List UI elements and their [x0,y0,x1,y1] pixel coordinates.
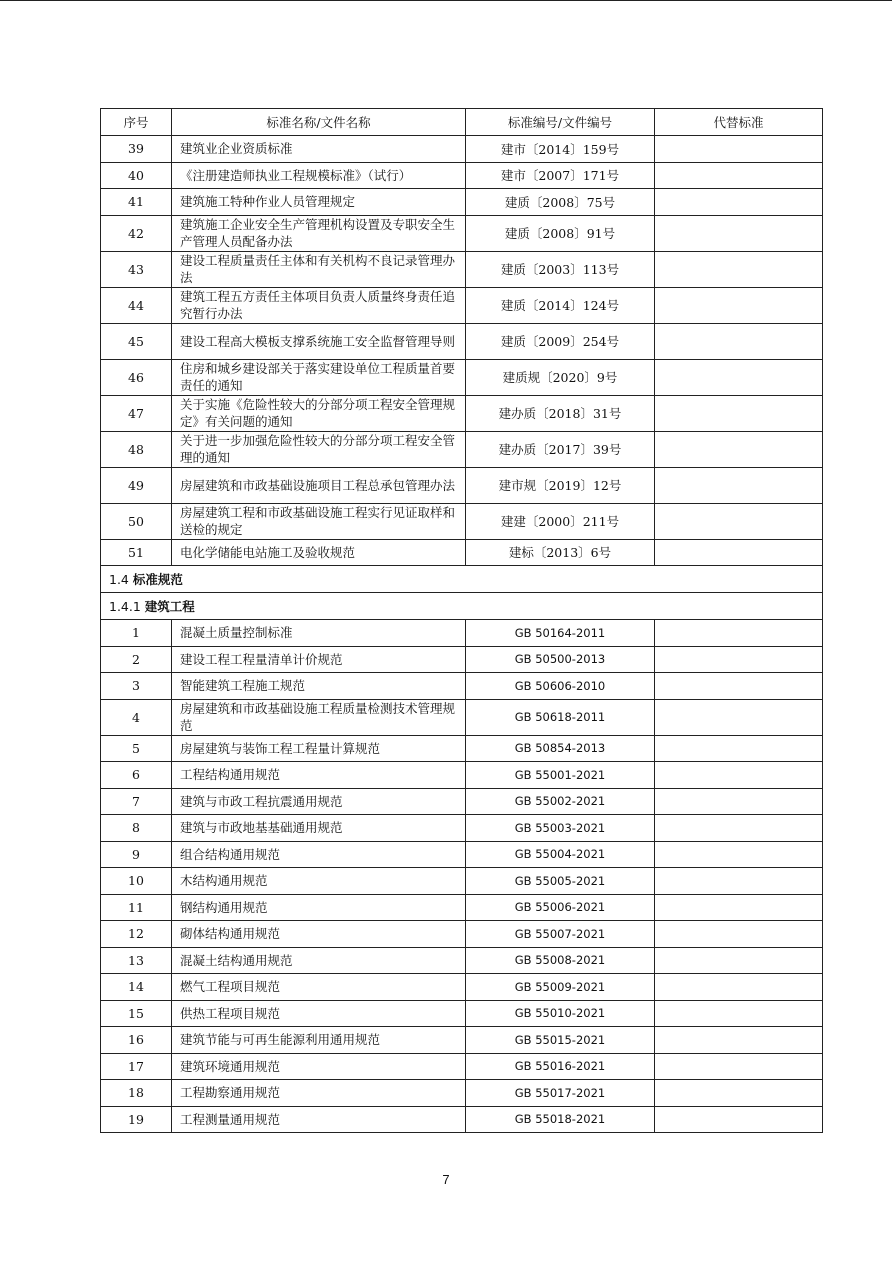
table-row [101,699,823,735]
row-replaces [655,1106,823,1133]
row-name: 建筑施工特种作业人员管理规定 [172,189,466,216]
row-name: 建筑环境通用规范 [172,1053,466,1080]
row-replaces [655,467,823,503]
table-row [101,815,823,842]
row-replaces [655,841,823,868]
row-replaces [655,673,823,700]
row-replaces [655,620,823,647]
row-name: 燃气工程项目规范 [172,974,466,1001]
row-code: GB 50164-2011 [466,620,655,647]
row-number: 1 [101,620,172,647]
table-row [101,788,823,815]
row-replaces [655,189,823,216]
row-replaces [655,323,823,359]
table-row [101,1053,823,1080]
row-name: 建设工程质量责任主体和有关机构不良记录管理办法 [172,251,466,287]
row-name: 建筑业企业资质标准 [172,136,466,163]
row-number: 4 [101,699,172,735]
section-row [101,593,823,620]
row-number: 3 [101,673,172,700]
row-number: 2 [101,646,172,673]
table-row [101,359,823,395]
row-code: GB 50606-2010 [466,673,655,700]
row-replaces [655,788,823,815]
row-name: 《注册建造师执业工程规模标准》（试行） [172,162,466,189]
row-replaces [655,395,823,431]
row-number: 46 [101,359,172,395]
row-replaces [655,735,823,762]
row-number: 7 [101,788,172,815]
row-name: 建设工程工程量清单计价规范 [172,646,466,673]
row-number: 42 [101,215,172,251]
row-code: 建标〔2013〕6号 [466,539,655,566]
row-code: GB 55002-2021 [466,788,655,815]
table-row [101,735,823,762]
row-code: GB 55016-2021 [466,1053,655,1080]
row-number: 11 [101,894,172,921]
row-number: 10 [101,868,172,895]
row-code: GB 55003-2021 [466,815,655,842]
row-number: 47 [101,395,172,431]
row-name: 工程结构通用规范 [172,762,466,789]
row-replaces [655,1000,823,1027]
table-row [101,503,823,539]
row-code: GB 55010-2021 [466,1000,655,1027]
row-name: 关于进一步加强危险性较大的分部分项工程安全管理的通知 [172,431,466,467]
section-title: 标准规范 [132,572,183,587]
row-replaces [655,894,823,921]
row-number: 18 [101,1080,172,1107]
table-row [101,762,823,789]
row-code: 建市〔2014〕159号 [466,136,655,163]
row-number: 19 [101,1106,172,1133]
section-number: 1.4.1 [109,599,141,614]
row-number: 51 [101,539,172,566]
row-name: 砌体结构通用规范 [172,921,466,948]
row-code: 建市规〔2019〕12号 [466,467,655,503]
row-code: GB 55006-2021 [466,894,655,921]
row-code: GB 55005-2021 [466,868,655,895]
row-replaces [655,215,823,251]
row-name: 供热工程项目规范 [172,1000,466,1027]
table-row [101,136,823,163]
row-replaces [655,1080,823,1107]
section-heading-1-4-1 [101,593,823,620]
row-number: 8 [101,815,172,842]
row-replaces [655,287,823,323]
row-number: 17 [101,1053,172,1080]
section-title: 建筑工程 [144,599,195,614]
header-replace: 代替标准 [655,109,823,136]
table-row [101,620,823,647]
table-row [101,947,823,974]
row-replaces [655,136,823,163]
row-name: 混凝土质量控制标准 [172,620,466,647]
row-name: 建筑与市政地基基础通用规范 [172,815,466,842]
row-name: 工程测量通用规范 [172,1106,466,1133]
row-code: 建质〔2008〕91号 [466,215,655,251]
row-number: 9 [101,841,172,868]
row-replaces [655,974,823,1001]
row-code: 建市〔2007〕171号 [466,162,655,189]
top-border-line [0,0,892,1]
row-code: GB 55009-2021 [466,974,655,1001]
row-code: GB 55018-2021 [466,1106,655,1133]
header-code: 标准编号/文件编号 [466,109,655,136]
row-number: 15 [101,1000,172,1027]
row-code: GB 50500-2013 [466,646,655,673]
row-code: 建质〔2003〕113号 [466,251,655,287]
section-rows [101,566,823,620]
row-code: 建办质〔2017〕39号 [466,431,655,467]
table-row [101,868,823,895]
row-name: 房屋建筑与装饰工程工程量计算规范 [172,735,466,762]
table-row [101,1106,823,1133]
row-number: 43 [101,251,172,287]
row-name: 木结构通用规范 [172,868,466,895]
table-row [101,395,823,431]
row-name: 建设工程高大模板支撑系统施工安全监督管理导则 [172,323,466,359]
row-replaces [655,947,823,974]
section-heading-1-4 [101,566,823,593]
row-code: 建质〔2009〕254号 [466,323,655,359]
document-rows [101,136,823,566]
row-number: 14 [101,974,172,1001]
row-name: 房屋建筑和市政基础设施工程质量检测技术管理规范 [172,699,466,735]
row-number: 45 [101,323,172,359]
row-code: GB 50618-2011 [466,699,655,735]
row-number: 12 [101,921,172,948]
row-code: GB 55017-2021 [466,1080,655,1107]
row-name: 建筑施工企业安全生产管理机构设置及专职安全生产管理人员配备办法 [172,215,466,251]
row-replaces [655,1053,823,1080]
row-code: GB 55001-2021 [466,762,655,789]
table-row [101,894,823,921]
table-header-row [101,109,823,136]
row-name: 关于实施《危险性较大的分部分项工程安全管理规定》有关问题的通知 [172,395,466,431]
row-code: 建质规〔2020〕9号 [466,359,655,395]
row-code: 建质〔2008〕75号 [466,189,655,216]
row-number: 44 [101,287,172,323]
row-code: 建办质〔2018〕31号 [466,395,655,431]
table-row [101,323,823,359]
row-replaces [655,359,823,395]
row-replaces [655,868,823,895]
row-name: 工程勘察通用规范 [172,1080,466,1107]
row-name: 混凝土结构通用规范 [172,947,466,974]
row-replaces [655,921,823,948]
row-name: 建筑与市政工程抗震通用规范 [172,788,466,815]
row-code: GB 55007-2021 [466,921,655,948]
row-replaces [655,815,823,842]
row-code: GB 55015-2021 [466,1027,655,1054]
table-row [101,841,823,868]
row-name: 电化学储能电站施工及验收规范 [172,539,466,566]
table-row [101,646,823,673]
standard-rows [101,620,823,1133]
row-name: 住房和城乡建设部关于落实建设单位工程质量首要责任的通知 [172,359,466,395]
section-row [101,566,823,593]
row-replaces [655,1027,823,1054]
table-row [101,673,823,700]
row-name: 建筑节能与可再生能源利用通用规范 [172,1027,466,1054]
row-name: 钢结构通用规范 [172,894,466,921]
header-name: 标准名称/文件名称 [172,109,466,136]
row-replaces [655,251,823,287]
row-number: 49 [101,467,172,503]
row-replaces [655,699,823,735]
row-name: 智能建筑工程施工规范 [172,673,466,700]
header-no: 序号 [101,109,172,136]
row-name: 房屋建筑工程和市政基础设施工程实行见证取样和送检的规定 [172,503,466,539]
row-number: 48 [101,431,172,467]
table-row [101,1027,823,1054]
row-replaces [655,646,823,673]
table-row [101,921,823,948]
table-row [101,431,823,467]
row-number: 6 [101,762,172,789]
row-code: GB 55004-2021 [466,841,655,868]
row-number: 13 [101,947,172,974]
table-row [101,539,823,566]
row-number: 5 [101,735,172,762]
section-number: 1.4 [109,572,129,587]
table-row [101,1080,823,1107]
row-number: 50 [101,503,172,539]
table-row [101,215,823,251]
row-code: GB 55008-2021 [466,947,655,974]
table-row [101,251,823,287]
row-name: 建筑工程五方责任主体项目负责人质量终身责任追究暂行办法 [172,287,466,323]
row-name: 组合结构通用规范 [172,841,466,868]
table-row [101,189,823,216]
table-row [101,287,823,323]
row-code: GB 50854-2013 [466,735,655,762]
row-replaces [655,539,823,566]
row-replaces [655,503,823,539]
row-number: 16 [101,1027,172,1054]
table-row [101,162,823,189]
table-row [101,1000,823,1027]
page-number: 7 [442,1172,450,1187]
row-name: 房屋建筑和市政基础设施项目工程总承包管理办法 [172,467,466,503]
row-number: 41 [101,189,172,216]
row-number: 39 [101,136,172,163]
table-row [101,467,823,503]
row-replaces [655,431,823,467]
row-code: 建建〔2000〕211号 [466,503,655,539]
row-replaces [655,762,823,789]
row-number: 40 [101,162,172,189]
standards-table [100,108,823,1133]
table-row [101,974,823,1001]
row-code: 建质〔2014〕124号 [466,287,655,323]
row-replaces [655,162,823,189]
